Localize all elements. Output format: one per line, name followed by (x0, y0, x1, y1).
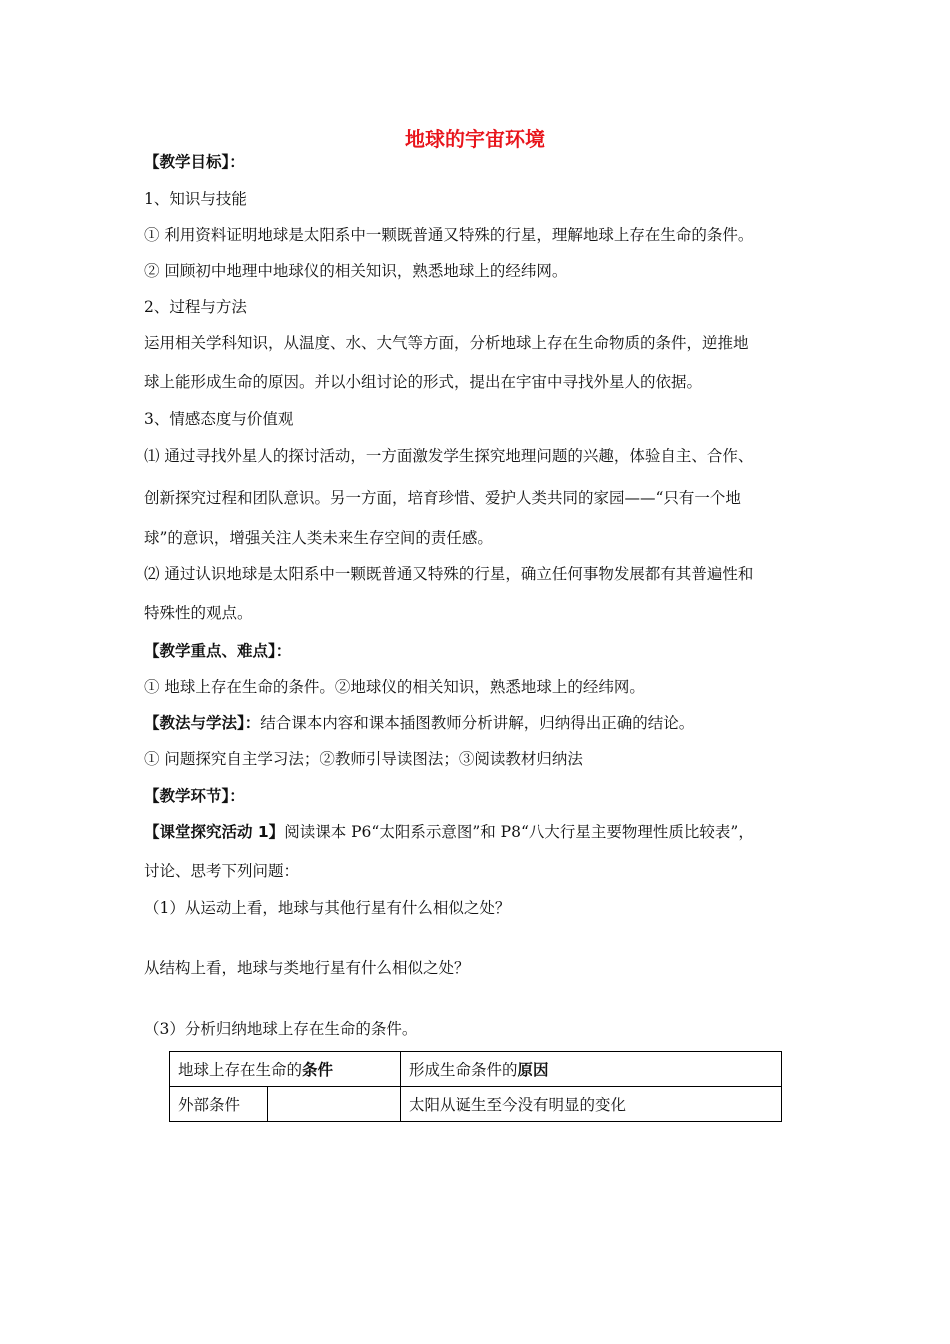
objective-item: ② 回顾初中地理中地球仪的相关知识，熟悉地球上的经纬网。 (144, 262, 568, 280)
question-2: 从结构上看，地球与类地行星有什么相似之处？ (144, 959, 470, 977)
header-bold-text: 条件 (302, 1061, 334, 1079)
header-text: 形成生命条件的 (409, 1061, 518, 1079)
paragraph-line: 运用相关学科知识，从温度、水、大气等方面，分析地球上存在生命物质的条件，逆推地 (144, 334, 749, 352)
subheading-knowledge: 1、知识与技能 (144, 190, 247, 208)
methods-label: 【教法与学法】： (144, 714, 261, 732)
table-header-row (170, 1052, 782, 1087)
paragraph-line: 球”的意识，增强关注人类未来生存空间的责任感。 (144, 529, 493, 547)
section-heading-objectives: 【教学目标】： (144, 153, 245, 171)
methods-text: 结合课本内容和课本插图教师分析讲解，归纳得出正确的结论。 (260, 714, 695, 732)
table-row (170, 1087, 782, 1122)
page-title: 地球的宇宙环境 (405, 127, 545, 151)
table-header-cell (170, 1052, 401, 1087)
header-bold-text: 原因 (517, 1061, 549, 1079)
section-heading-steps: 【教学环节】： (144, 787, 245, 805)
subheading-attitude: 3、情感态度与价值观 (144, 410, 294, 428)
question-1: （1）从运动上看，地球与其他行星有什么相似之处？ (144, 899, 511, 917)
activity-line (144, 822, 754, 842)
activity-continued: 讨论、思考下列问题： (144, 862, 300, 880)
life-conditions-table (169, 1051, 782, 1122)
methods-line (144, 713, 694, 733)
key-points-text: ① 地球上存在生命的条件。②地球仪的相关知识，熟悉地球上的经纬网。 (144, 678, 645, 696)
table-header-cell (401, 1052, 782, 1087)
header-text: 地球上存在生命的 (178, 1061, 303, 1079)
paragraph-line: 创新探究过程和团队意识。另一方面，培育珍惜、爱护人类共同的家园——“只有一个地 (144, 489, 741, 507)
activity-text: 阅读课本 P6“太阳系示意图”和 P8“八大行星主要物理性质比较表”， (284, 823, 754, 841)
question-3: （3）分析归纳地球上存在生命的条件。 (144, 1020, 418, 1038)
table-cell-empty (268, 1087, 401, 1122)
table-cell: 外部条件 (170, 1087, 268, 1122)
paragraph-line: ⑴ 通过寻找外星人的探讨活动，一方面激发学生探究地理问题的兴趣，体验自主、合作、 (144, 447, 754, 465)
paragraph-line: ⑵ 通过认识地球是太阳系中一颗既普通又特殊的行星，确立任何事物发展都有其普遍性和 (144, 565, 754, 583)
table-cell: 太阳从诞生至今没有明显的变化 (401, 1087, 782, 1122)
section-heading-key-points: 【教学重点、难点】： (144, 642, 292, 660)
objective-item: ① 利用资料证明地球是太阳系中一颗既普通又特殊的行星，理解地球上存在生命的条件。 (144, 226, 754, 244)
activity-label: 【课堂探究活动 1】 (144, 823, 285, 841)
subheading-process: 2、过程与方法 (144, 298, 247, 316)
paragraph-line: 特殊性的观点。 (144, 604, 253, 622)
paragraph-line: 球上能形成生命的原因。并以小组讨论的形式，提出在宇宙中寻找外星人的依据。 (144, 373, 703, 391)
methods-list: ① 问题探究自主学习法；②教师引导读图法；③阅读教材归纳法 (144, 750, 583, 768)
